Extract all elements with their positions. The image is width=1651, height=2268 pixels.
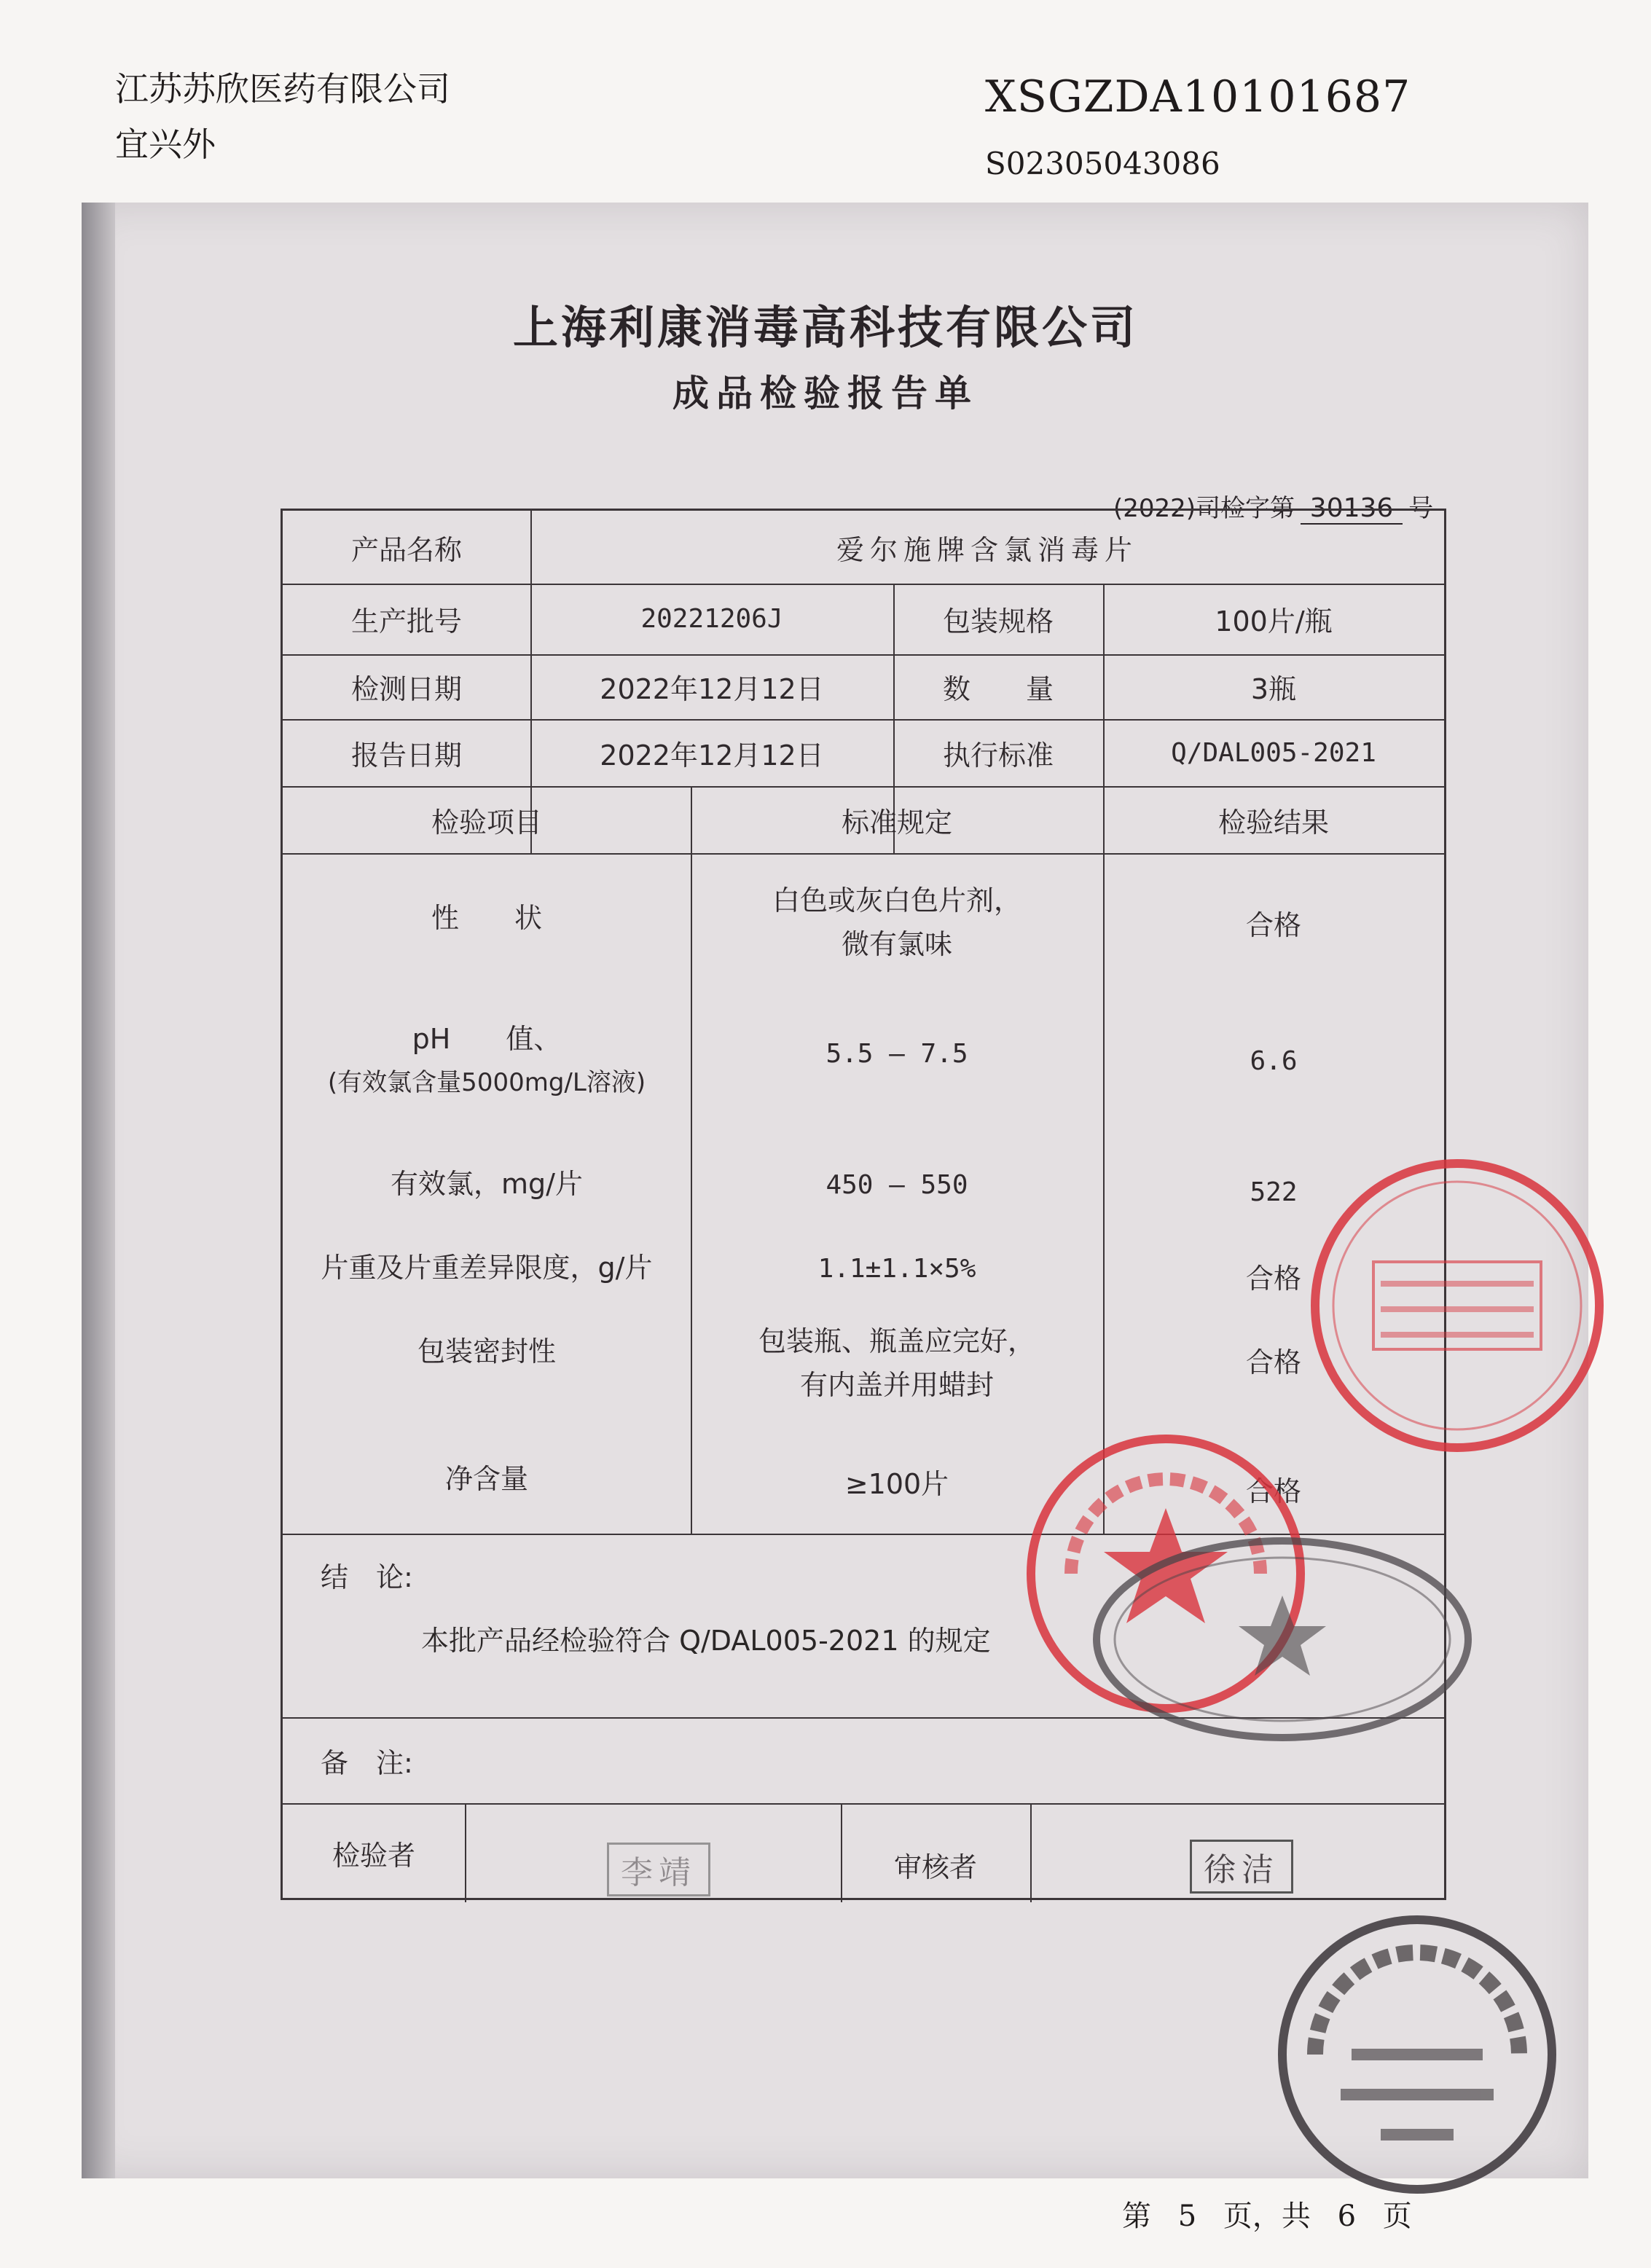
standard-label: 执行标准 <box>942 739 1054 772</box>
document-code: XSGZDA10101687 <box>985 71 1411 122</box>
conclusion-label: 结 论: <box>321 1561 413 1593</box>
page-suffix: 页 <box>1382 2200 1412 2233</box>
report-date-label: 报告日期 <box>350 739 462 772</box>
pack-value: 100片/瓶 <box>1215 605 1333 637</box>
report-title: 成品检验报告单 <box>672 372 979 415</box>
test-item: 净含量 <box>444 1462 528 1495</box>
product-name-label: 产品名称 <box>350 533 462 566</box>
page-mid: 页，共 <box>1223 2200 1311 2233</box>
test-item: 性 状 <box>431 901 542 934</box>
test-spec <box>691 1316 1103 1410</box>
reviewer-signature: 徐洁 <box>1190 1840 1293 1894</box>
report-number-value: 30136 <box>1301 493 1403 525</box>
test-date-label: 检测日期 <box>350 673 462 705</box>
batch-label: 生产批号 <box>350 605 462 637</box>
test-spec-line1: 白色或灰白色片剂， <box>772 884 1021 917</box>
inspector-label: 检验者 <box>332 1839 415 1872</box>
test-result: 合格 <box>1245 1346 1301 1378</box>
page-footer <box>1122 2193 1412 2234</box>
test-item: 有效氯，mg/片 <box>391 1167 583 1200</box>
test-result: 合格 <box>1245 1262 1301 1295</box>
report-date-value: 2022年12月12日 <box>600 739 824 772</box>
company-title: 上海利康消毒高科技有限公司 <box>512 301 1138 354</box>
conclusion-text: 本批产品经检验符合 Q/DAL005-2021 的规定 <box>421 1625 991 1657</box>
report-number-prefix: (2022)司检字第 <box>1113 494 1295 523</box>
test-item: 包装密封性 <box>417 1335 556 1368</box>
test-item-note: (有效氯含量5000mg/L溶液) <box>327 1068 646 1097</box>
test-result: 6.6 <box>1250 1045 1298 1076</box>
standard-value: Q/DAL005-2021 <box>1171 737 1376 768</box>
product-name-value: 爱尔施牌含氯消毒片 <box>836 533 1138 566</box>
test-item-line1: pH 值、 <box>412 1023 562 1055</box>
test-spec: 5.5 — 7.5 <box>825 1038 968 1069</box>
report-number-suffix: 号 <box>1408 494 1434 523</box>
test-result: 522 <box>1250 1177 1298 1207</box>
test-result: 合格 <box>1245 1475 1301 1507</box>
outer-header-left <box>115 61 450 172</box>
page-prefix: 第 <box>1122 2200 1151 2233</box>
remarks-label: 备 注: <box>321 1746 413 1779</box>
reviewer-label: 审核者 <box>893 1851 977 1883</box>
test-item: 片重及片重差异限度，g/片 <box>321 1251 653 1284</box>
distributor-name: 江苏苏欣医药有限公司 <box>115 69 450 109</box>
header-result: 检验结果 <box>1217 806 1329 839</box>
test-spec-line2: 有内盖并用蜡封 <box>799 1369 994 1401</box>
header-test-item: 检验项目 <box>431 806 542 839</box>
page-number: 5 <box>1177 2200 1197 2233</box>
test-spec: 450 — 550 <box>825 1169 968 1200</box>
page-total: 6 <box>1337 2200 1357 2233</box>
pack-label: 包装规格 <box>942 605 1054 637</box>
quantity-label: 数 量 <box>942 673 1054 705</box>
test-result: 合格 <box>1245 909 1301 941</box>
inspection-form <box>281 509 1446 1900</box>
document-subcode: S02305043086 <box>985 146 1220 181</box>
test-spec: ≥100片 <box>844 1467 949 1500</box>
header-spec: 标准规定 <box>841 806 952 839</box>
test-spec <box>691 875 1103 970</box>
test-spec: 1.1±1.1×5% <box>817 1253 976 1284</box>
inspector-signature: 李靖 <box>607 1843 710 1896</box>
test-date-value: 2022年12月12日 <box>600 673 824 705</box>
test-item <box>283 1013 691 1108</box>
test-spec-line1: 包装瓶、瓶盖应完好， <box>758 1325 1035 1357</box>
test-spec-line2: 微有氯味 <box>841 928 952 960</box>
photocopy-edge <box>82 203 115 2178</box>
distributor-branch: 宜兴外 <box>115 125 216 164</box>
batch-value: 20221206J <box>640 604 783 634</box>
quantity-value: 3瓶 <box>1250 673 1297 705</box>
